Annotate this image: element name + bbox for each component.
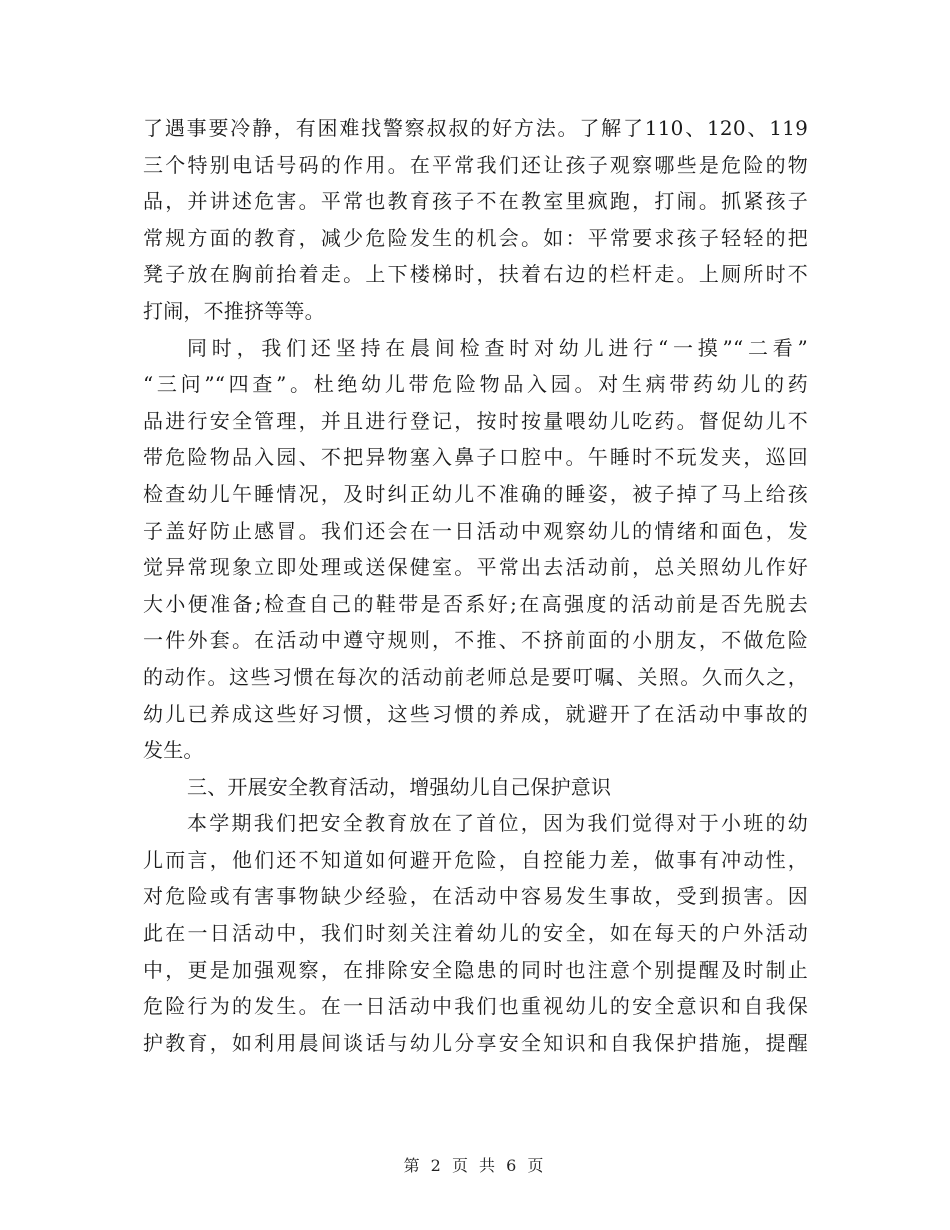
text-line: 子盖好防止感冒。我们还会在一日活动中观察幼儿的情绪和面色，发 [143, 518, 808, 543]
text-line: 品，并讲述危害。平常也教育孩子不在教室里疯跑，打闹。抓紧孩子 [143, 189, 808, 214]
text-line: 对危险或有害事物缺少经验，在活动中容易发生事故，受到损害。因 [143, 884, 808, 909]
text-line: 大小便准备;检查自己的鞋带是否系好;在高强度的活动前是否先脱去 [143, 591, 808, 616]
text-line: 同时，我们还坚持在晨间检查时对幼儿进行“一摸”“二看” [187, 335, 808, 360]
body-text [143, 110, 808, 1061]
text-line: 本学期我们把安全教育放在了首位，因为我们觉得对于小班的幼 [187, 811, 808, 836]
text-line: 一件外套。在活动中遵守规则，不推、不挤前面的小朋友，不做危险 [143, 628, 808, 653]
text-line: 觉异常现象立即处理或送保健室。平常出去活动前，总关照幼儿作好 [143, 555, 808, 580]
text-line: 三个特别电话号码的作用。在平常我们还让孩子观察哪些是危险的物 [143, 152, 808, 177]
text-line: 了遇事要冷静，有困难找警察叔叔的好方法。了解了110、120、119 [143, 116, 808, 140]
text-line: 护教育，如利用晨间谈话与幼儿分享安全知识和自我保护措施，提醒 [143, 1030, 808, 1055]
text-line: “三问”“四查”。杜绝幼儿带危险物品入园。对生病带药幼儿的药 [143, 372, 808, 397]
text-line: 儿而言，他们还不知道如何避开危险，自控能力差，做事有冲动性， [143, 847, 808, 872]
text-line: 品进行安全管理，并且进行登记，按时按量喂幼儿吃药。督促幼儿不 [143, 408, 808, 433]
text-line: 带危险物品入园、不把异物塞入鼻子口腔中。午睡时不玩发夹，巡回 [143, 445, 808, 470]
text-line: 凳子放在胸前抬着走。上下楼梯时，扶着右边的栏杆走。上厕所时不 [143, 262, 808, 287]
page-number-footer: 第 2 页 共 6 页 [403, 1156, 547, 1175]
text-line: 发生。 [143, 738, 204, 763]
text-line: 中，更是加强观察，在排除安全隐患的同时也注意个别提醒及时制止 [143, 957, 808, 982]
text-line: 的动作。这些习惯在每次的活动前老师总是要叮嘱、关照。久而久之， [143, 664, 808, 689]
text-line: 检查幼儿午睡情况，及时纠正幼儿不准确的睡姿，被子掉了马上给孩 [143, 481, 808, 506]
text-line: 幼儿已养成这些好习惯，这些习惯的养成，就避开了在活动中事故的 [143, 701, 808, 726]
text-line: 常规方面的教育，减少危险发生的机会。如：平常要求孩子轻轻的把 [143, 225, 808, 250]
text-line: 此在一日活动中，我们时刻关注着幼儿的安全，如在每天的户外活动 [143, 921, 808, 946]
section-heading: 三、开展安全教育活动，增强幼儿自己保护意识 [187, 774, 612, 799]
text-line: 危险行为的发生。在一日活动中我们也重视幼儿的安全意识和自我保 [143, 994, 808, 1019]
text-line: 打闹，不推挤等等。 [143, 298, 325, 323]
